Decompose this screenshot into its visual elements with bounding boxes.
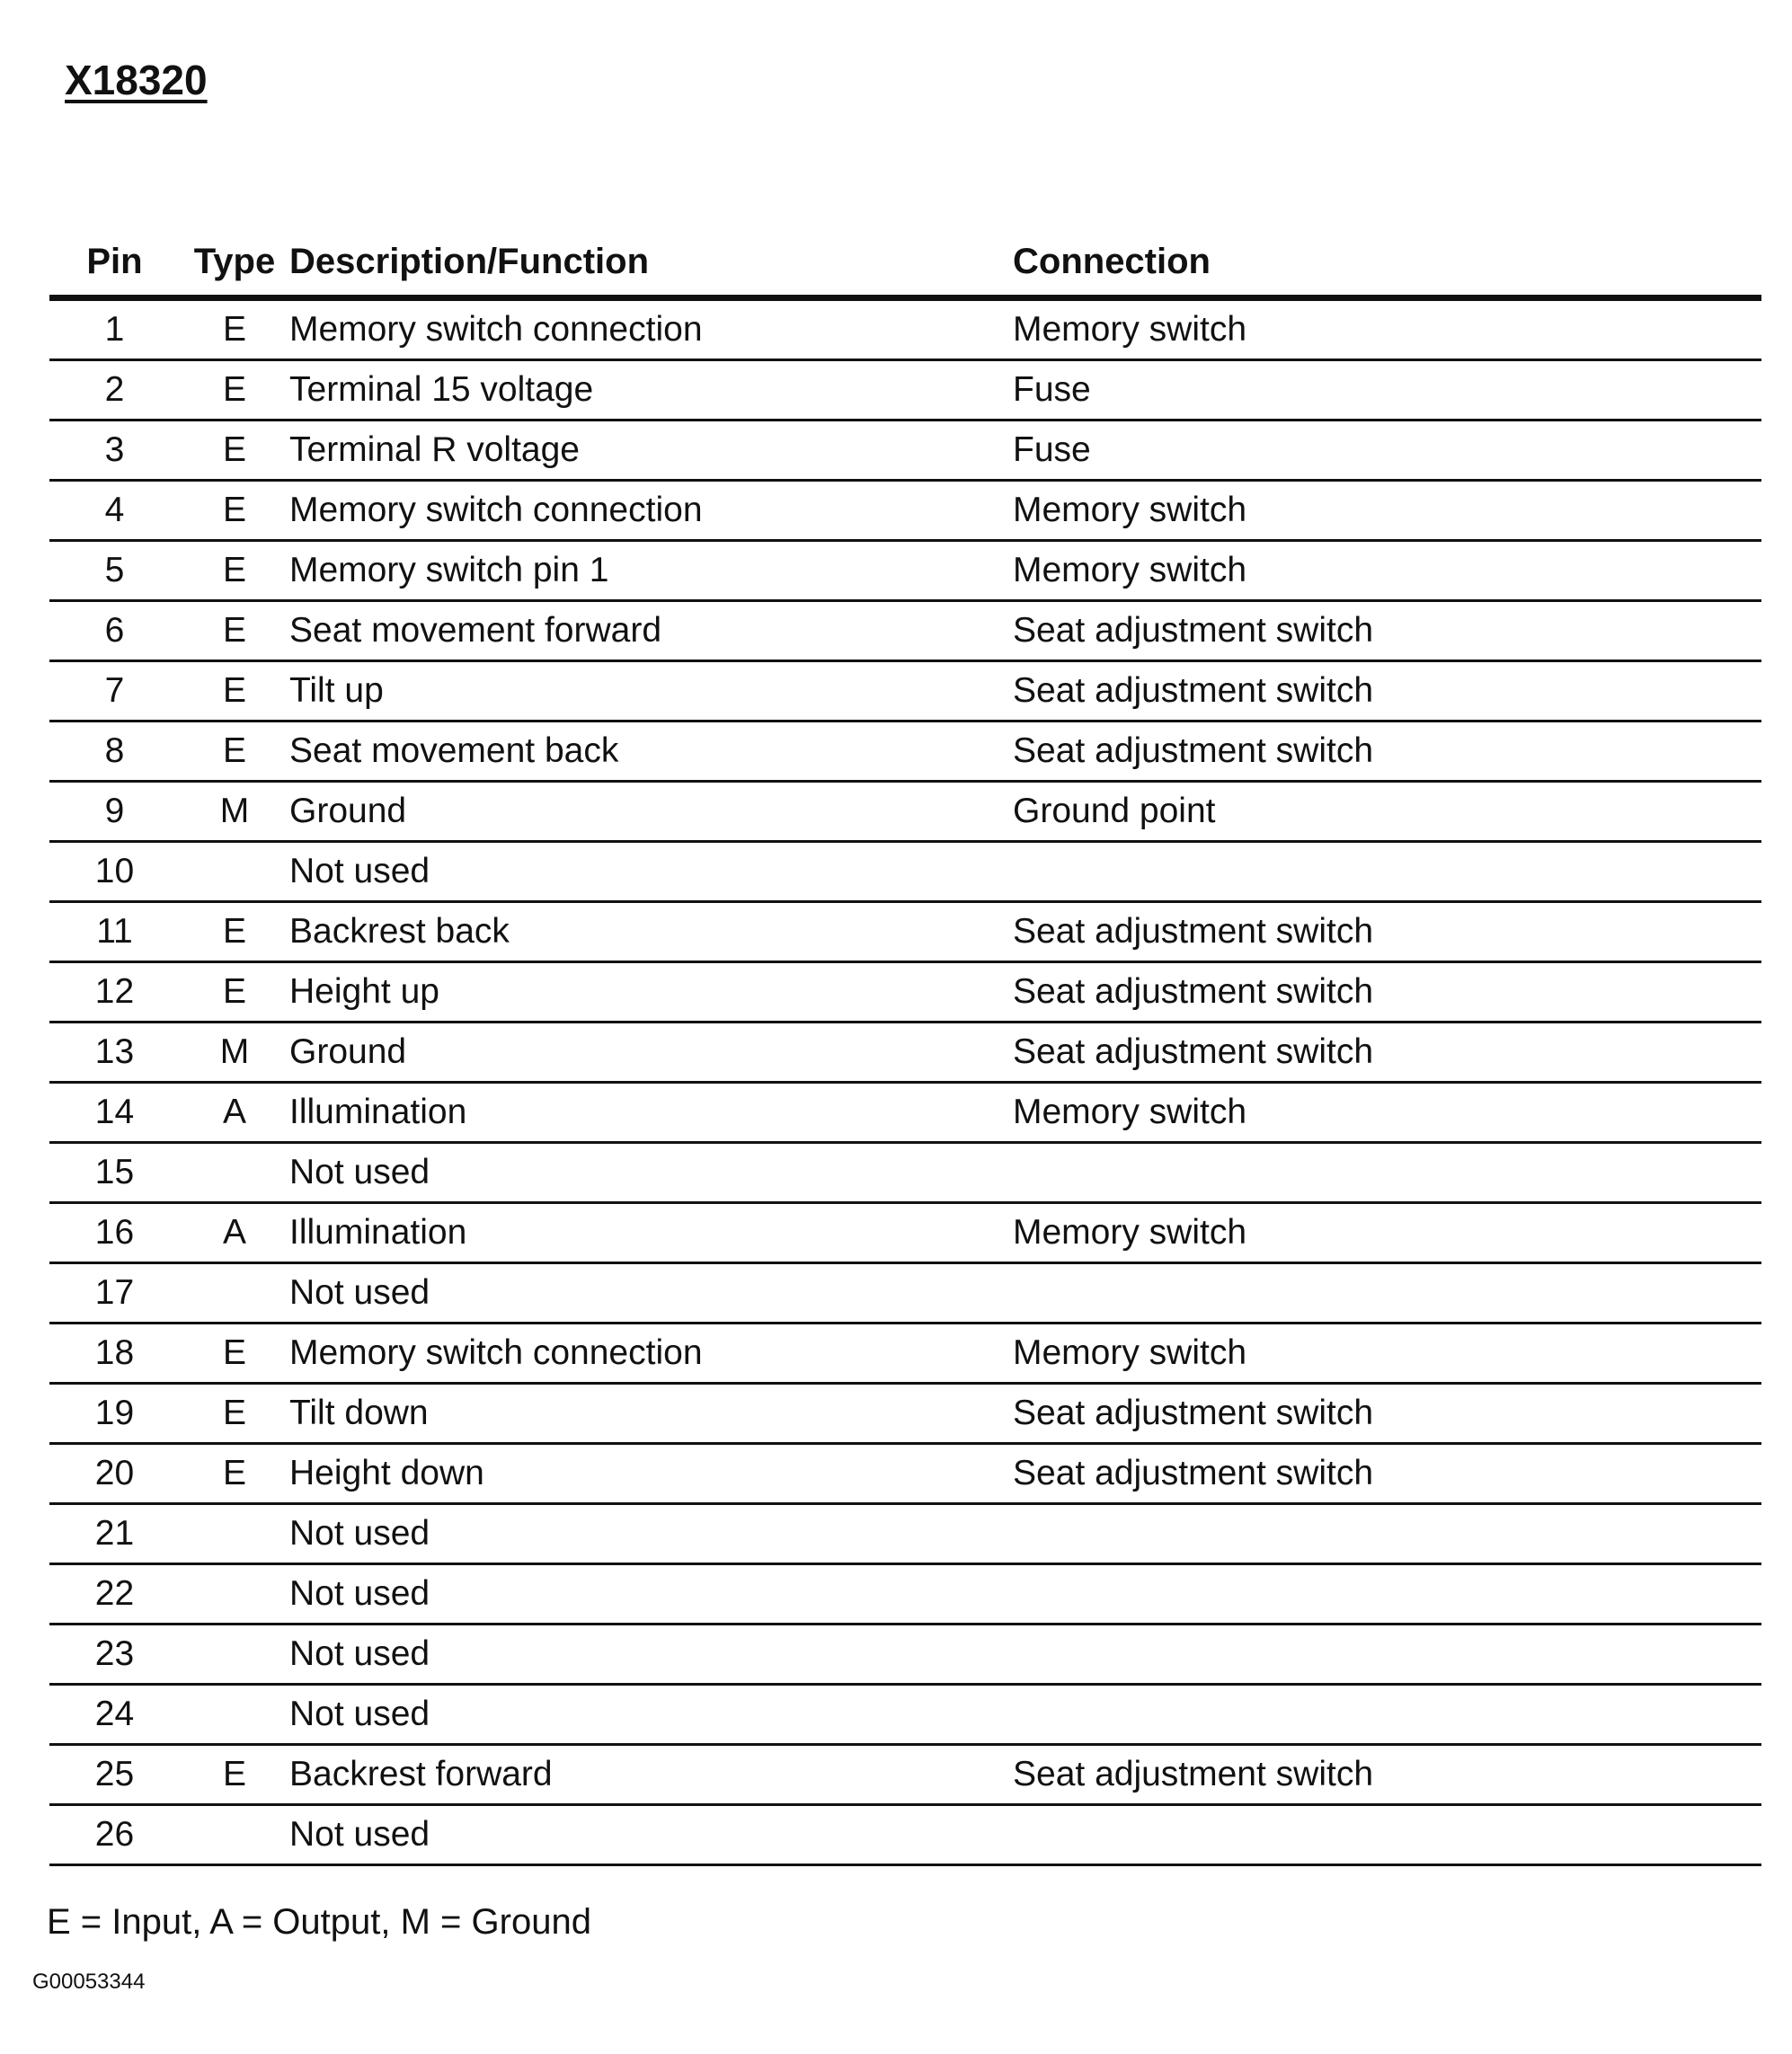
cell-connection: Memory switch — [1013, 541, 1761, 601]
table-row — [49, 1324, 1761, 1384]
table-row — [49, 1143, 1761, 1203]
cell-type: A — [180, 1083, 289, 1143]
table-row — [49, 601, 1761, 661]
cell-description: Not used — [289, 1805, 1013, 1865]
cell-description: Tilt up — [289, 661, 1013, 722]
cell-description: Backrest forward — [289, 1745, 1013, 1805]
cell-description: Height up — [289, 962, 1013, 1023]
table-row — [49, 1504, 1761, 1564]
cell-pin: 23 — [49, 1625, 180, 1685]
column-header-description: Description/Function — [289, 229, 1013, 298]
cell-connection — [1013, 1625, 1761, 1685]
cell-connection — [1013, 1805, 1761, 1865]
cell-pin: 17 — [49, 1263, 180, 1324]
cell-type — [180, 1504, 289, 1564]
cell-pin: 2 — [49, 360, 180, 421]
cell-description: Not used — [289, 842, 1013, 902]
cell-connection: Memory switch — [1013, 1083, 1761, 1143]
cell-type: M — [180, 782, 289, 842]
table-row — [49, 962, 1761, 1023]
cell-pin: 8 — [49, 722, 180, 782]
cell-connection: Seat adjustment switch — [1013, 601, 1761, 661]
table-row — [49, 1685, 1761, 1745]
table-row — [49, 541, 1761, 601]
column-header-type: Type — [180, 229, 289, 298]
cell-connection: Seat adjustment switch — [1013, 661, 1761, 722]
cell-description: Memory switch connection — [289, 481, 1013, 541]
cell-type: E — [180, 360, 289, 421]
table-row — [49, 1263, 1761, 1324]
cell-type — [180, 1263, 289, 1324]
column-header-connection: Connection — [1013, 229, 1761, 298]
cell-type: E — [180, 1324, 289, 1384]
cell-connection: Seat adjustment switch — [1013, 1384, 1761, 1444]
pin-assignment-table — [49, 229, 1761, 1866]
cell-type: M — [180, 1023, 289, 1083]
table-header-row — [49, 229, 1761, 298]
cell-connection: Fuse — [1013, 360, 1761, 421]
cell-type: E — [180, 601, 289, 661]
cell-description: Ground — [289, 1023, 1013, 1083]
table-row — [49, 298, 1761, 360]
cell-connection: Seat adjustment switch — [1013, 1023, 1761, 1083]
cell-type: E — [180, 298, 289, 360]
cell-connection: Seat adjustment switch — [1013, 962, 1761, 1023]
cell-connection — [1013, 1685, 1761, 1745]
cell-type — [180, 1625, 289, 1685]
cell-pin: 18 — [49, 1324, 180, 1384]
cell-type: E — [180, 541, 289, 601]
cell-description: Not used — [289, 1625, 1013, 1685]
cell-connection: Seat adjustment switch — [1013, 1444, 1761, 1504]
cell-description: Not used — [289, 1263, 1013, 1324]
cell-pin: 16 — [49, 1203, 180, 1263]
cell-description: Tilt down — [289, 1384, 1013, 1444]
cell-pin: 3 — [49, 421, 180, 481]
cell-pin: 26 — [49, 1805, 180, 1865]
column-header-pin: Pin — [49, 229, 180, 298]
cell-type — [180, 1564, 289, 1625]
cell-type — [180, 1143, 289, 1203]
cell-description: Terminal R voltage — [289, 421, 1013, 481]
cell-type: E — [180, 902, 289, 962]
cell-type: E — [180, 1745, 289, 1805]
cell-pin: 21 — [49, 1504, 180, 1564]
cell-connection: Seat adjustment switch — [1013, 902, 1761, 962]
cell-type: E — [180, 481, 289, 541]
table-row — [49, 1023, 1761, 1083]
cell-description: Height down — [289, 1444, 1013, 1504]
figure-id: G00053344 — [32, 1970, 146, 1994]
cell-type — [180, 1805, 289, 1865]
cell-connection: Memory switch — [1013, 298, 1761, 360]
document-title: X18320 — [65, 57, 208, 103]
table-row — [49, 481, 1761, 541]
cell-connection: Seat adjustment switch — [1013, 722, 1761, 782]
cell-pin: 4 — [49, 481, 180, 541]
cell-pin: 12 — [49, 962, 180, 1023]
cell-pin: 5 — [49, 541, 180, 601]
cell-type: E — [180, 421, 289, 481]
table-row — [49, 1444, 1761, 1504]
cell-pin: 1 — [49, 298, 180, 360]
table-row — [49, 1745, 1761, 1805]
cell-pin: 20 — [49, 1444, 180, 1504]
table-row — [49, 1384, 1761, 1444]
cell-description: Seat movement forward — [289, 601, 1013, 661]
cell-connection — [1013, 842, 1761, 902]
cell-description: Not used — [289, 1564, 1013, 1625]
table-row — [49, 722, 1761, 782]
cell-type: E — [180, 1384, 289, 1444]
type-legend: E = Input, A = Output, M = Ground — [47, 1902, 591, 1942]
table-row — [49, 1805, 1761, 1865]
table-row — [49, 1564, 1761, 1625]
cell-pin: 14 — [49, 1083, 180, 1143]
cell-connection — [1013, 1504, 1761, 1564]
cell-connection: Memory switch — [1013, 1324, 1761, 1384]
cell-description: Seat movement back — [289, 722, 1013, 782]
cell-type: E — [180, 722, 289, 782]
cell-connection: Seat adjustment switch — [1013, 1745, 1761, 1805]
cell-pin: 7 — [49, 661, 180, 722]
cell-description: Backrest back — [289, 902, 1013, 962]
table-body — [49, 298, 1761, 1865]
table-row — [49, 421, 1761, 481]
cell-pin: 13 — [49, 1023, 180, 1083]
cell-type: A — [180, 1203, 289, 1263]
cell-connection: Memory switch — [1013, 1203, 1761, 1263]
cell-description: Memory switch connection — [289, 1324, 1013, 1384]
table-row — [49, 1625, 1761, 1685]
cell-description: Memory switch connection — [289, 298, 1013, 360]
cell-type: E — [180, 962, 289, 1023]
table-row — [49, 360, 1761, 421]
cell-connection — [1013, 1143, 1761, 1203]
cell-description: Terminal 15 voltage — [289, 360, 1013, 421]
cell-description: Illumination — [289, 1083, 1013, 1143]
cell-description: Not used — [289, 1143, 1013, 1203]
table-row — [49, 842, 1761, 902]
cell-pin: 22 — [49, 1564, 180, 1625]
cell-description: Ground — [289, 782, 1013, 842]
cell-type: E — [180, 661, 289, 722]
cell-description: Not used — [289, 1685, 1013, 1745]
cell-pin: 6 — [49, 601, 180, 661]
cell-pin: 9 — [49, 782, 180, 842]
table-row — [49, 1203, 1761, 1263]
cell-type: E — [180, 1444, 289, 1504]
cell-connection: Memory switch — [1013, 481, 1761, 541]
cell-pin: 11 — [49, 902, 180, 962]
table-row — [49, 782, 1761, 842]
cell-connection: Fuse — [1013, 421, 1761, 481]
cell-pin: 19 — [49, 1384, 180, 1444]
cell-connection — [1013, 1564, 1761, 1625]
cell-pin: 25 — [49, 1745, 180, 1805]
cell-pin: 10 — [49, 842, 180, 902]
cell-type — [180, 1685, 289, 1745]
cell-description: Illumination — [289, 1203, 1013, 1263]
cell-pin: 24 — [49, 1685, 180, 1745]
cell-type — [180, 842, 289, 902]
cell-description: Not used — [289, 1504, 1013, 1564]
table-row — [49, 661, 1761, 722]
cell-connection: Ground point — [1013, 782, 1761, 842]
cell-pin: 15 — [49, 1143, 180, 1203]
cell-connection — [1013, 1263, 1761, 1324]
table-row — [49, 902, 1761, 962]
cell-description: Memory switch pin 1 — [289, 541, 1013, 601]
table-row — [49, 1083, 1761, 1143]
